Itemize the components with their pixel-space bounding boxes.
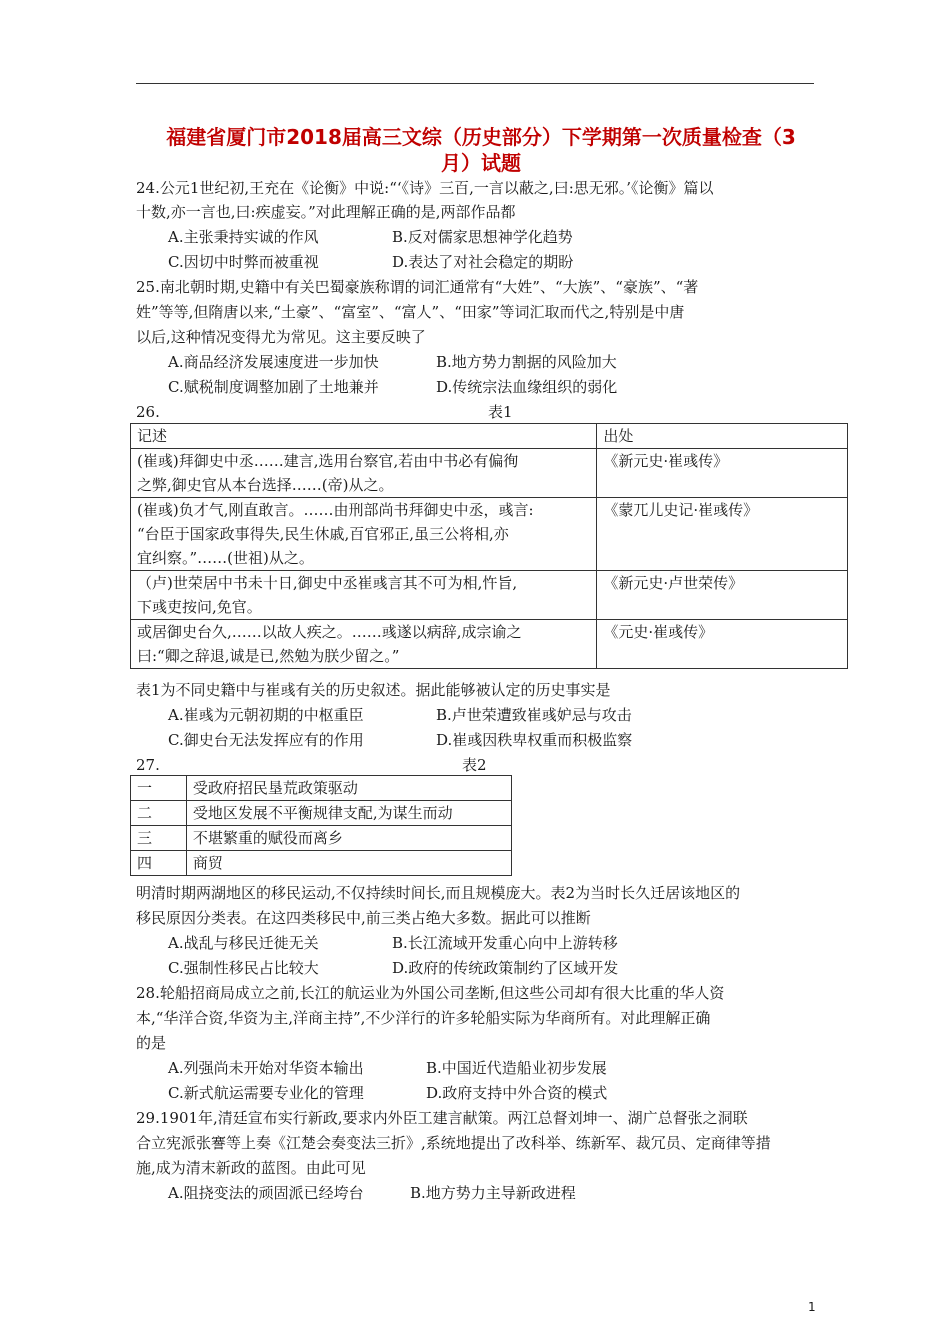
source-cell: 《新元史·崔彧传》 <box>597 449 848 498</box>
option-c: C.御史台无法发挥应有的作用 <box>168 731 364 749</box>
option-b: B.地方势力主导新政进程 <box>410 1184 576 1202</box>
header-rule <box>136 83 814 84</box>
reason-cell: 受地区发展不平衡规律支配,为谋生而动 <box>186 801 511 826</box>
option-b: B.卢世荣遭致崔彧妒忌与攻击 <box>436 706 632 724</box>
source-cell: 《新元史·卢世荣传》 <box>597 571 848 620</box>
option-d: D.政府支持中外合资的模式 <box>426 1084 608 1102</box>
question-text: 24.公元1世纪初,王充在《论衡》中说:“‘《诗》三百,一言以蔽之,曰:思无邪。’《论衡》篇以 <box>136 179 714 197</box>
option-c: C.因切中时弊而被重视 <box>168 253 319 271</box>
option-d: D.传统宗法血缘组织的弱化 <box>436 378 618 396</box>
question-text: 本,“华洋合资,华资为主,洋商主持”,不少洋行的许多轮船实际为华商所有。对此理解正确 <box>136 1009 711 1027</box>
cell-line: 或居御史台久,……以故人疾之。……彧遂以病辞,成宗谕之 <box>137 623 522 641</box>
table-row <box>131 620 848 669</box>
question-number: 26. <box>136 403 160 421</box>
question-text: 移民原因分类表。在这四类移民中,前三类占绝大多数。据此可以推断 <box>136 909 591 927</box>
question-text: 明清时期两湖地区的移民运动,不仅持续时间长,而且规模庞大。表2为当时长久迁居该地区的 <box>136 884 741 902</box>
option-d: D.表达了对社会稳定的期盼 <box>392 253 574 271</box>
table-row <box>131 449 848 498</box>
table-row <box>131 851 512 876</box>
question-text: 合立宪派张謇等上奏《江楚会奏变法三折》,系统地提出了改科举、练新军、裁冗员、定商律等措 <box>136 1134 771 1152</box>
category-cell: 二 <box>131 801 187 826</box>
source-cell: 《蒙兀儿史记·崔彧传》 <box>597 498 848 571</box>
option-a: A.列强尚未开始对华资本输出 <box>168 1059 364 1077</box>
cell-line: （卢)世荣居中书未十日,御史中丞崔彧言其不可为相,忤旨, <box>137 574 518 592</box>
reason-cell: 商贸 <box>186 851 511 876</box>
table-row <box>131 801 512 826</box>
header-cell: 出处 <box>597 424 848 449</box>
question-text: 姓”等等,但隋唐以来,“土豪”、“富室”、“富人”、“田家”等词汇取而代之,特别是中唐 <box>136 303 685 321</box>
title-line: 福建省厦门市2018届高三文综（历史部分）下学期第一次质量检查（3 <box>166 125 796 149</box>
question-text: 的是 <box>136 1034 167 1052</box>
table-header-row <box>131 424 848 449</box>
option-d: D.崔彧因秩卑权重而积极监察 <box>436 731 633 749</box>
option-b: B.地方势力割据的风险加大 <box>436 353 617 371</box>
question-text: 施,成为清末新政的蓝图。由此可见 <box>136 1159 366 1177</box>
question-text: 十数,亦一言也,曰:疾虚妄。”对此理解正确的是,两部作品都 <box>136 203 516 221</box>
cell-line: “台臣于国家政事得失,民生休戚,百官邪正,虽三公将相,亦 <box>137 525 509 543</box>
record-cell <box>131 620 597 669</box>
question-text: 以后,这种情况变得尤为常见。这主要反映了 <box>136 328 426 346</box>
cell-line: (崔彧)负才气,刚直敢言。……由刑部尚书拜御史中丞，彧言: <box>137 501 534 519</box>
option-c: C.赋税制度调整加剧了土地兼并 <box>168 378 379 396</box>
question-number: 27. <box>136 756 160 774</box>
reason-cell: 不堪繁重的赋役而离乡 <box>186 826 511 851</box>
table-1 <box>130 423 848 669</box>
option-a: A.崔彧为元朝初期的中枢重臣 <box>168 706 364 724</box>
option-b: B.中国近代造船业初步发展 <box>426 1059 607 1077</box>
cell-line: 之弊,御史官从本台选择……(帝)从之。 <box>137 476 394 494</box>
option-c: C.新式航运需要专业化的管理 <box>168 1084 364 1102</box>
category-cell: 四 <box>131 851 187 876</box>
table-caption: 表1 <box>488 403 513 421</box>
question-text: 25.南北朝时期,史籍中有关巴蜀豪族称谓的词汇通常有“大姓”、“大族”、“豪族”、“著 <box>136 278 699 296</box>
cell-line: 下彧吏按问,免官。 <box>137 598 262 616</box>
reason-cell: 受政府招民垦荒政策驱动 <box>186 776 511 801</box>
option-c: C.强制性移民占比较大 <box>168 959 319 977</box>
option-b: B.反对儒家思想神学化趋势 <box>392 228 573 246</box>
table-row <box>131 498 848 571</box>
question-text: 29.1901年,清廷宣布实行新政,要求内外臣工建言献策。两江总督刘坤一、湖广总督张之洞联 <box>136 1109 748 1127</box>
table-caption: 表2 <box>462 756 487 774</box>
cell-line: 曰:“卿之辞退,诚是已,然勉为朕少留之。” <box>137 647 400 665</box>
record-cell <box>131 571 597 620</box>
cell-line: 宜纠察。”……(世祖)从之。 <box>137 549 314 567</box>
table-row <box>131 776 512 801</box>
record-cell <box>131 449 597 498</box>
question-text: 表1为不同史籍中与崔彧有关的历史叙述。据此能够被认定的历史事实是 <box>136 681 611 699</box>
header-cell: 记述 <box>131 424 597 449</box>
table-2 <box>130 775 512 876</box>
option-a: A.战乱与移民迁徙无关 <box>168 934 319 952</box>
question-text: 28.轮船招商局成立之前,长江的航运业为外国公司垄断,但这些公司却有很大比重的华人资 <box>136 984 725 1002</box>
option-b: B.长江流域开发重心向中上游转移 <box>392 934 618 952</box>
option-a: A.主张秉持实诚的作风 <box>168 228 319 246</box>
table-row <box>131 826 512 851</box>
page-title <box>136 124 826 176</box>
category-cell: 一 <box>131 776 187 801</box>
option-a: A.商品经济发展速度进一步加快 <box>168 353 379 371</box>
option-d: D.政府的传统政策制约了区域开发 <box>392 959 619 977</box>
title-line: 月）试题 <box>441 151 521 175</box>
option-a: A.阻挠变法的顽固派已经垮台 <box>168 1184 364 1202</box>
cell-line: (崔彧)拜御史中丞……建言,选用台察官,若由中书必有偏徇 <box>137 452 519 470</box>
record-cell <box>131 498 597 571</box>
source-cell: 《元史·崔彧传》 <box>597 620 848 669</box>
page-number: 1 <box>808 1300 816 1314</box>
table-row <box>131 571 848 620</box>
category-cell: 三 <box>131 826 187 851</box>
